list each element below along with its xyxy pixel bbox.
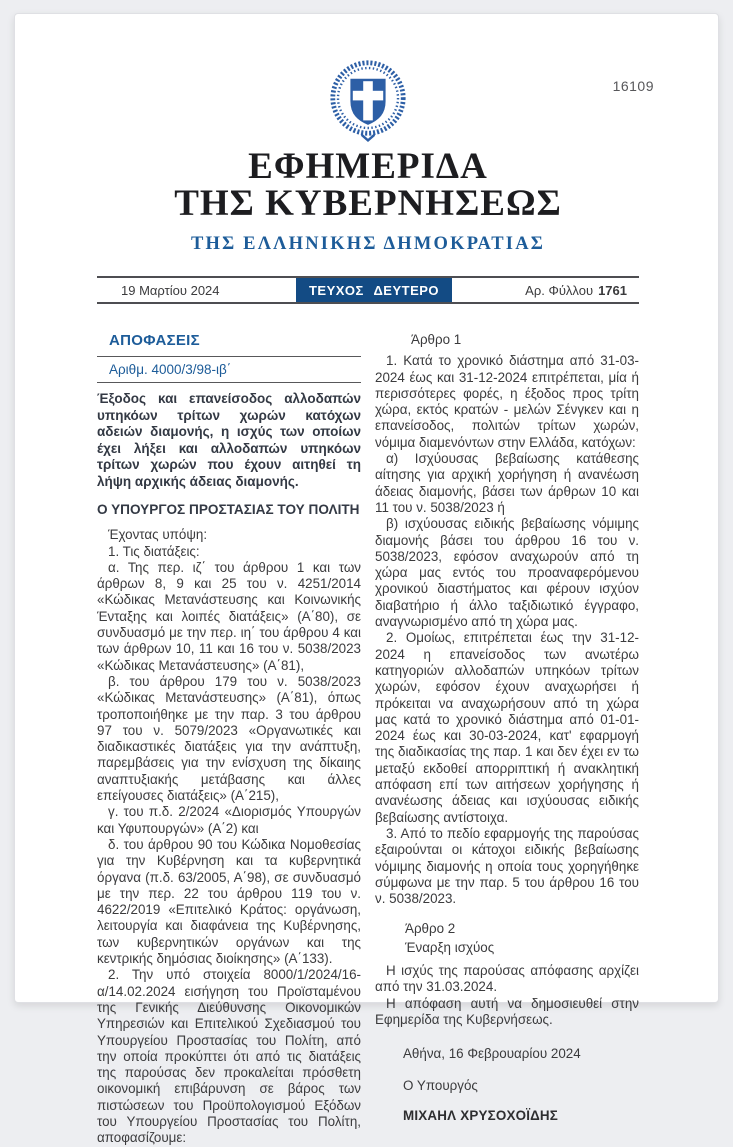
divider [97, 356, 361, 357]
article1-heading: Άρθρο 1 [411, 332, 462, 347]
paragraph: α. Της περ. ιζ΄ του άρθρου 1 και των άρθρων 8, 9 και 25 του ν. 4251/2014 «Κώδικας Μετανάστευσης και Κοινωνικής Ένταξης και λοιπές διατάξεις» (Α΄80), σε συνδυασμό με την περ. ιη΄ του άρθρου 4 και των άρθρων 10, 11 και 16 του ν. 5038/2023 «Κώδικας Μετανάστευσης» (Α΄81), [97, 559, 361, 673]
masthead [97, 14, 639, 255]
right-column [375, 332, 639, 1147]
issue-date: 19 Μαρτίου 2024 [121, 282, 220, 298]
paragraph: β) ισχύουσας ειδικής βεβαίωσης νόμιμης διαμονής βάσει του άρθρου 16 του ν. 5038/2023, εφόσον αναχωρούν από τη χώρα μας εντός του προαναφερόμενου χρονικού διαστήματος και φέρουν ισχύον διαβατήριο ή άλλο ταξιδιωτικό έγγραφο, αναγνωρισμένο από τη χώρα μας. [375, 516, 639, 630]
paragraph: β. του άρθρου 179 του ν. 5038/2023 «Κώδικας Μετανάστευσης» (Α΄81), όπως τροποποιήθηκε με την παρ. 3 του άρθρου 97 του ν. 5079/2023 «Οργανωτικές και διαδικαστικές διατάξεις για την ανάπτυξη, παρεμβάσεις για την ενίσχυση της δίκαιης αναπτυξιακής μετάβασης και άλλες επείγουσες διατάξεις» (Α΄215), [97, 673, 361, 804]
paragraph: 2. Την υπό στοιχεία 8000/1/2024/16-α/14.02.2024 εισήγηση του Προϊσταμένου της Γενικής Διεύθυνσης Οικονομικών Υπηρεσιών και Επιτελικού Σχεδιασμού του Υπουργείου Προστασίας του Πολίτη, από την οποία προκύπτει ότι από τις διατάξεις της παρούσας δεν προκαλείται πρόσθετη οικονομική επιβάρυνση σε βάρος των πιστώσεων του Προϋπολογισμού Εξόδων του Υπουργείου Προστασίας του Πολίτη, αποφασίζουμε: [97, 967, 361, 1146]
sheet-number-value: 1761 [598, 282, 627, 298]
gazette-title-line2: ΤΗΣ ΚΥΒΕΡΝΗΣΕΩΣ [174, 183, 562, 224]
paragraph: Η απόφαση αυτή να δημοσιευθεί στην Εφημερίδα της Κυβερνήσεως. [375, 995, 639, 1027]
sheet-number-label: Αρ. Φύλλου [525, 282, 594, 298]
decision-subject: Έξοδος και επανείσοδος αλλοδαπών υπηκόων τρίτων χωρών κατόχων αδειών διαμονής, η ισχύς των οποίων έχει λήξει και αλλοδαπών υπηκόων τρίτων χωρών που έχουν αιτηθεί τη λήψη αρχικής άδειας διαμονής. [97, 391, 361, 489]
section-heading: ΑΠΟΦΑΣΕΙΣ [109, 332, 200, 349]
document-body [97, 332, 639, 1147]
decision-number: Αριθμ. 4000/3/98-ιβ΄ [109, 362, 232, 377]
article2-heading: Άρθρο 2 [405, 921, 456, 937]
issuing-authority: Ο ΥΠΟΥΡΓΟΣ ΠΡΟΣΤΑΣΙΑΣ ΤΟΥ ΠΟΛΙΤΗ [97, 502, 360, 517]
sheet-number [452, 278, 639, 302]
place-and-date: Αθήνα, 16 Φεβρουαρίου 2024 [403, 1046, 581, 1062]
left-column [97, 332, 361, 1147]
greek-coat-of-arms-icon [328, 58, 408, 146]
signatory-title: Ο Υπουργός [403, 1078, 478, 1094]
paragraph: 3. Από το πεδίο εφαρμογής της παρούσας εξαιρούνται οι κάτοχοι ειδικής βεβαίωσης νόμιμης διαμονής η οποία τους χορηγήθηκε σύμφωνα με την παρ. 5 του άρθρου 16 του ν. 5038/2023. [375, 825, 639, 907]
paragraph: α) Ισχύουσας βεβαίωσης κατάθεσης αίτησης για αρχική χορήγηση ή ανανέωση άδειας διαμονής, βάσει των άρθρων 10 και 11 του ν. 5038/2023 ή [375, 451, 639, 515]
paragraph: Η ισχύς της παρούσας απόφασης αρχίζει από την 31.03.2024. [375, 962, 639, 995]
gazette-title-line1: ΕΦΗΜΕΡΙΔΑ [248, 146, 488, 187]
paragraph: 2. Ομοίως, επιτρέπεται έως την 31-12-2024 η επανείσοδος των ανωτέρω κατηγοριών αλλοδαπών υπηκόων τρίτων χωρών, εφόσον έχουν αναχωρήσει ή πρόκειται να αναχωρήσουν από τη χώρα μας κατά το χρονικό διάστημα από 01-01-2024 έως και 30-03-2024, κατ' εφαρμογή της διαδικασίας της παρ. 1 και δεν έχει εν τω μεταξύ εκδοθεί απορριπτική ή ανακλητική απόφαση επί των αιτήσεων χορήγησης ή ανανέωσης άδειας και ισχύουσας ειδικής βεβαίωσης αντίστοιχα. [375, 630, 639, 825]
paragraph: Έχοντας υπόψη: [108, 527, 208, 543]
article2-subheading: Έναρξη ισχύος [405, 939, 495, 955]
paragraph: 1. Κατά το χρονικό διάστημα από 31-03-2024 έως και 31-12-2024 επιτρέπεται, μία ή περισσότερες φορές, η έξοδος προς τρίτη χώρα, εκτός κρατών - μελών Σένγκεν και η επανείσοδος, πολιτών τρίτων χωρών, νόμιμα διαμενόντων στην Ελλάδα, κατόχων: [375, 353, 639, 450]
gazette-title [97, 148, 639, 222]
issue-type-badge: ΤΕΥΧΟΣ ΔΕΥΤΕΡΟ [296, 278, 452, 302]
page-number: 16109 [612, 78, 654, 94]
signatory-name: ΜΙΧΑΗΛ ΧΡΥΣΟΧΟΪΔΗΣ [403, 1107, 559, 1123]
paragraph: δ. του άρθρου 90 του Κώδικα Νομοθεσίας για την Κυβέρνηση και τα κυβερνητικά όργανα (π.δ. 63/2005, Α΄98), σε συνδυασμό με την περ. 22 του άρθρου 119 του ν. 4622/2019 «Επιτελικό Κράτος: οργάνωση, λειτουργία και διαφάνεια της Κυβέρνησης, των κυβερνητικών οργάνων και της κεντρικής δημόσιας διοίκησης» (Α΄133). [97, 836, 361, 967]
issue-info-bar [97, 276, 639, 304]
gazette-subtitle: ΤΗΣ ΕΛΛΗΝΙΚΗΣ ΔΗΜΟΚΡΑΤΙΑΣ [190, 234, 546, 254]
preamble [97, 527, 361, 1146]
paragraph: 1. Τις διατάξεις: [108, 543, 200, 559]
paragraph: γ. του π.δ. 2/2024 «Διορισμός Υπουργών και Υφυπουργών» (Α΄2) και [97, 804, 361, 836]
gazette-page [14, 13, 719, 1146]
article2 [375, 921, 639, 1028]
divider [97, 382, 361, 383]
